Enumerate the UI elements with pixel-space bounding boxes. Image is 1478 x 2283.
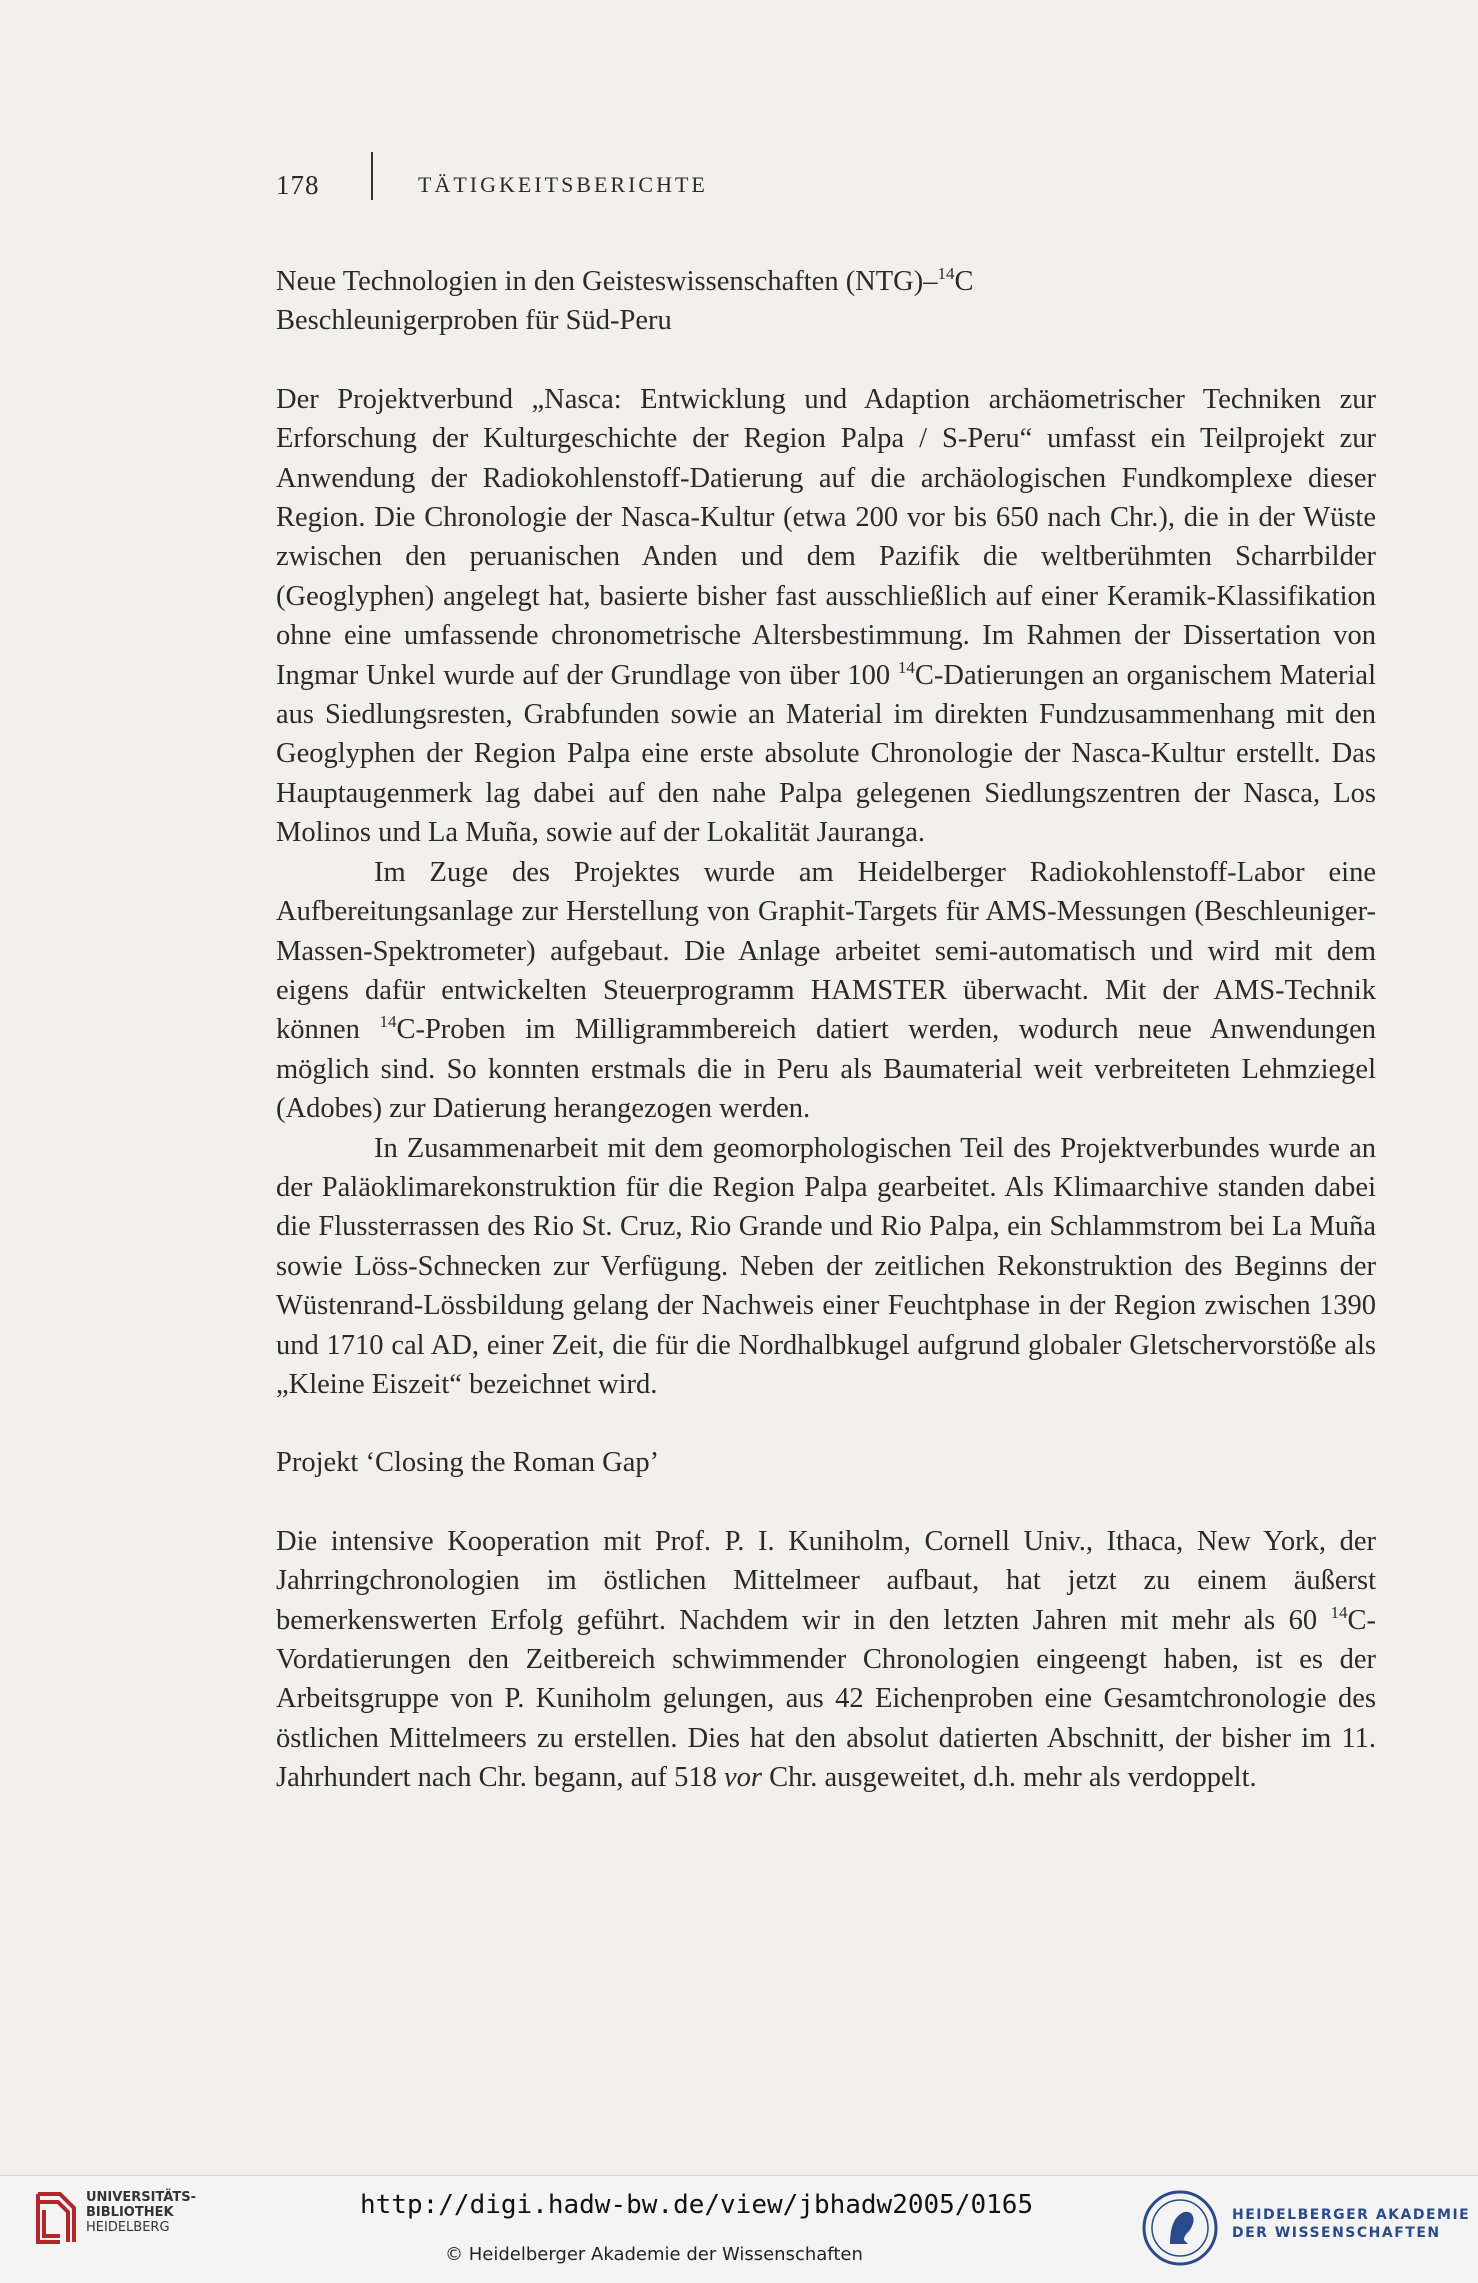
section-heading-ntg — [276, 262, 1376, 301]
academy-line-2: DER WISSENSCHAFTEN — [1232, 2225, 1441, 2241]
paragraph-text: Im Zuge des Projektes wurde am Heidelberger Radiokohlenstoff-Labor eine Aufbereitungsanlage zur Herstellung von Graphit-Targets für AMS-Messungen (Beschleuniger-Massen-Spektrometer) aufgebaut. Die Anlage arbeitet semi-automatisch und wird mit dem eigens dafür entwickelten Steuerprogramm HAMSTER überwacht. Mit der AMS-Technik können — [276, 856, 1376, 1046]
ub-line-3: HEIDELBERG — [86, 2220, 170, 2235]
paragraph-text: Die intensive Kooperation mit Prof. P. I. Kuniholm, Cornell Univ., Ithaca, New York, der Jahrringchronologien im östlichen Mittelmeer aufbaut, hat jetzt zu einem äußerst bemerkenswerten Erfolg geführt. Nachdem wir in den letzten Jahren mit mehr als 60 — [276, 1525, 1376, 1636]
header-divider — [371, 152, 373, 200]
digitization-footer — [0, 2175, 1478, 2283]
paragraph-text: C-Vordatierungen den Zeitbereich schwimmender Chronologien eingeengt haben, ist es der Arbeitsgruppe von P. Kuniholm gelungen, aus 42 Eichenproben eine Gesamtchronologie des östlichen Mittelmeers zu erstellen. Dies hat den absolut datierten Abschnitt, der bisher im 11. Jahrhundert nach Chr. begann, auf 518 — [276, 1604, 1376, 1794]
heading-text: Neue Technologien in den Geisteswissenschaften (NTG)– — [276, 266, 938, 297]
university-library-logo-icon — [30, 2188, 80, 2248]
isotope-superscript: 14 — [897, 657, 915, 677]
permalink-url[interactable]: http://digi.hadw-bw.de/view/jbhadw2005/0165 — [360, 2190, 1034, 2220]
section-subheading-ntg: Beschleunigerproben für Süd-Peru — [276, 305, 672, 337]
paragraph-text: Der Projektverbund „Nasca: Entwicklung und Adaption archäometrischer Techniken zur Erforschung der Kulturgeschichte der Region Palpa / S-Peru“ umfasst ein Teilprojekt zur Anwendung der Radiokohlenstoff-Datierung auf die archäologischen Fundkomplexe dieser Region. Die Chronologie der Nasca-Kultur (etwa 200 vor bis 650 nach Chr.), die in der Wüste zwischen den peruanischen Anden und dem Pazifik die weltberühmten Scharrbilder (Geoglyphen) angelegt hat, basierte bisher fast ausschließlich auf einer Keramik-Klassifikation ohne eine umfassende chronometrische Altersbestimmung. Im Rahmen der Dissertation von Ingmar Unkel wurde auf der Grundlage von über 100 — [276, 383, 1376, 691]
academy-line-1: HEIDELBERGER AKADEMIE — [1232, 2207, 1471, 2223]
ub-line-1: UNIVERSITÄTS- — [86, 2190, 196, 2205]
copyright-notice: © Heidelberger Akademie der Wissenschaften — [445, 2244, 863, 2265]
section-heading-roman-gap: Projekt ‘Closing the Roman Gap’ — [276, 1447, 660, 1479]
isotope-superscript: 14 — [937, 264, 955, 283]
isotope-superscript: 14 — [1330, 1602, 1348, 1622]
paragraph-text: Chr. ausgeweitet, d.h. mehr als verdoppelt. — [761, 1762, 1257, 1794]
paragraph-nasca-3: In Zusammenarbeit mit dem geomorphologischen Teil des Projektverbundes wurde an der Paläoklimarekonstruktion für die Region Palpa gearbeitet. Als Klimaarchive standen dabei die Flussterrassen des Rio St. Cruz, Rio Grande und Rio Palpa, ein Schlammstrom bei La Muña sowie Löss-Schnecken zur Verfügung. Neben der zeitlichen Rekonstruktion des Beginns der Wüstenrand-Lössbildung gelang der Nachweis einer Feuchtphase in der Region zwischen 1390 und 1710 cal AD, einer Zeit, die für die Nordhalbkugel aufgrund globaler Gletschervorstöße als „Kleine Eiszeit“ bezeichnet wird. — [276, 1132, 1376, 1400]
paragraph-roman-gap — [276, 1522, 1376, 1798]
academy-name — [1232, 2206, 1470, 2242]
emphasis-text: vor — [723, 1762, 762, 1794]
running-head: TÄTIGKEITSBERICHTE — [418, 172, 708, 197]
university-library-name — [86, 2190, 196, 2235]
page-content — [276, 262, 1376, 1798]
ub-line-2: BIBLIOTHEK — [86, 2205, 174, 2220]
page-number: 178 — [276, 170, 320, 200]
academy-seal-icon — [1140, 2188, 1220, 2268]
heading-text-end: C — [954, 266, 974, 297]
paragraph-nasca-1 — [276, 380, 1376, 853]
paragraph-text: C-Proben im Milligrammbereich datiert werden, wodurch neue Anwendungen möglich sind. So konnten erstmals die in Peru als Baumaterial weit verbreiteten Lehmziegel (Adobes) zur Datierung herangezogen werden. — [276, 1014, 1376, 1125]
paragraph-nasca-2 — [276, 853, 1376, 1129]
paragraph-text: C-Datierungen an organischem Material aus Siedlungsresten, Grabfunden sowie an Material im direkten Fundzusammenhang mit den Geoglyphen der Region Palpa eine erste absolute Chronologie der Nasca-Kultur erstellt. Das Hauptaugenmerk lag dabei auf den nahe Palpa gelegenen Siedlungszentren der Nasca, Los Molinos und La Muña, sowie auf der Lokalität Jauranga. — [276, 659, 1376, 849]
isotope-superscript: 14 — [379, 1012, 397, 1032]
